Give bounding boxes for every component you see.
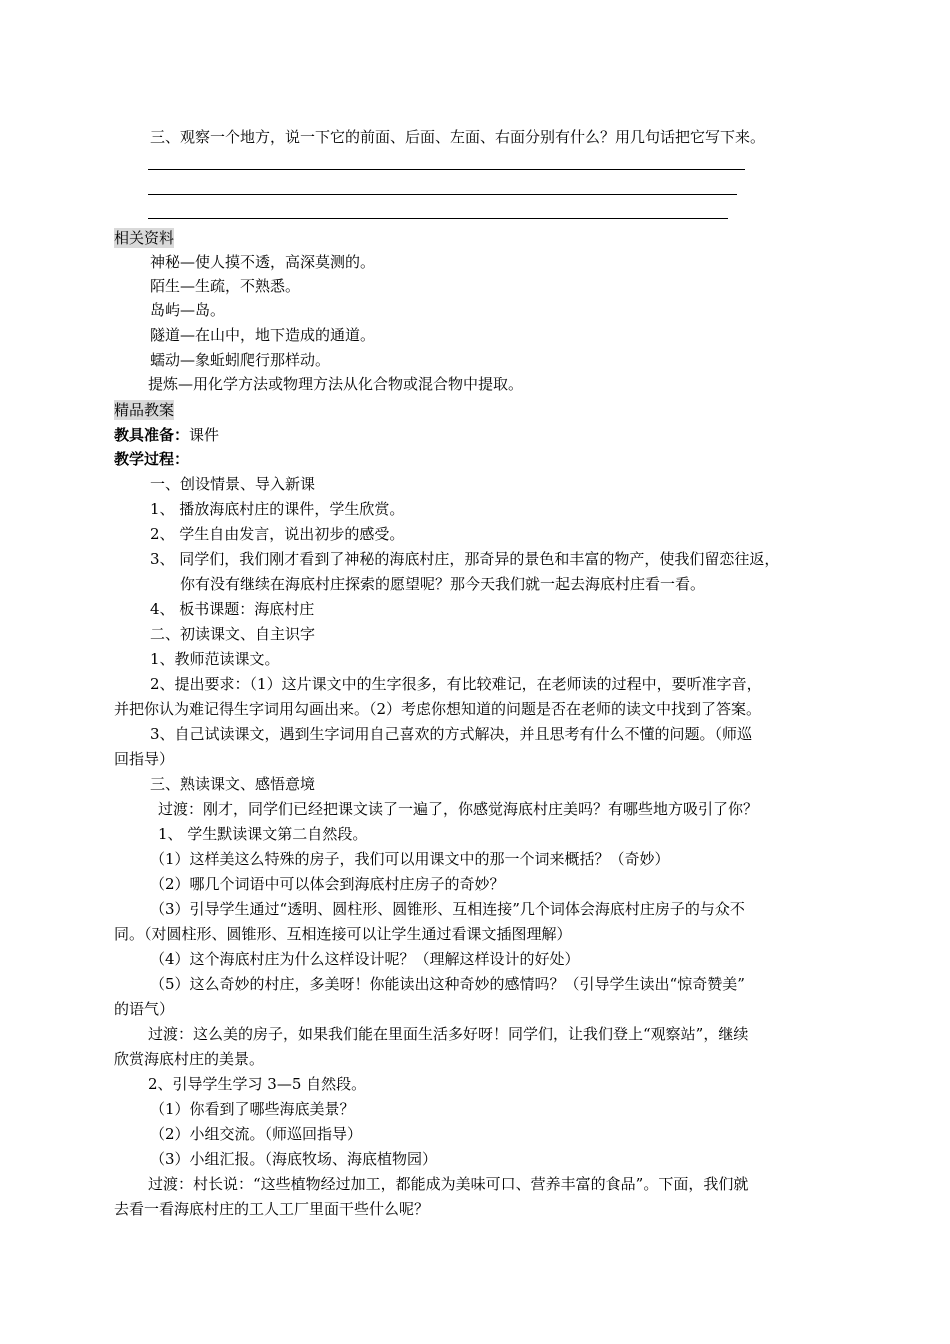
process-step: 4、 板书课题：海底村庄 [150, 600, 315, 618]
process-step: 3、 同学们，我们刚才看到了神秘的海底村庄，那奇异的景色和丰富的物产，使我们留恋往返， [150, 550, 780, 568]
exercise-question-3: 三、观察一个地方，说一下它的前面、后面、左面、右面分别有什么？用几句话把它写下来。 [150, 128, 766, 146]
process-step: 1、 播放海底村庄的课件，学生欣赏。 [150, 500, 405, 518]
process-step: 2、提出要求：（1）这片课文中的生字很多，有比较难记，在老师读的过程中，要听准字音， [150, 675, 762, 693]
process-substep: （3）小组汇报。（海底牧场、海底植物园） [150, 1150, 438, 1168]
transition-text: 过渡：村长说：“这些植物经过加工，都能成为美味可口、营养丰富的食品”。下面，我们就 [148, 1175, 749, 1193]
process-substep: （1）你看到了哪些海底美景？ [150, 1100, 355, 1118]
process-step: 1、 学生默读课文第二自然段。 [158, 825, 368, 843]
resource-item: 陌生—生疏，不熟悉。 [150, 277, 301, 295]
process-step: 1、教师范读课文。 [150, 650, 280, 668]
transition-text-continuation: 去看一看海底村庄的工人工厂里面干些什么呢？ [114, 1200, 430, 1218]
resource-item: 岛屿—岛。 [150, 301, 226, 319]
section-heading: 一、创设情景、导入新课 [150, 475, 316, 493]
resource-item: 提炼—用化学方法或物理方法从化合物或混合物中提取。 [148, 375, 524, 393]
process-step: 2、 学生自由发言，说出初步的感受。 [150, 525, 405, 543]
process-substep: （4）这个海底村庄为什么这样设计呢？（理解这样设计的好处） [150, 950, 580, 968]
section-heading: 三、熟读课文、感悟意境 [150, 775, 316, 793]
section-heading: 二、初读课文、自主识字 [150, 625, 316, 643]
process-substep: （2）哪几个词语中可以体会到海底村庄房子的奇妙？ [150, 875, 505, 893]
resource-item: 神秘—使人摸不透，高深莫测的。 [150, 253, 376, 271]
transition-text-continuation: 欣赏海底村庄的美景。 [114, 1050, 265, 1068]
resource-item: 蠕动—象蚯蚓爬行那样动。 [150, 351, 331, 369]
process-step-continuation: 你有没有继续在海底村庄探索的愿望呢？那今天我们就一起去海底村庄看一看。 [180, 575, 706, 593]
resources-heading: 相关资料 [114, 229, 175, 247]
process-step: 3、自己试读课文，遇到生字词用自己喜欢的方式解决，并且思考有什么不懂的问题。（师巡 [150, 725, 753, 743]
process-substep: （3）引导学生通过“透明、圆柱形、圆锥形、互相连接”几个词体会海底村庄房子的与众不 [150, 900, 745, 918]
transition-text: 过渡：这么美的房子，如果我们能在里面生活多好呀！同学们，让我们登上“观察站”，继续 [148, 1025, 749, 1043]
process-substep: （1）这样美这么特殊的房子，我们可以用课文中的那一个词来概括？（奇妙） [150, 850, 670, 868]
transition-text: 过渡：刚才，同学们已经把课文读了一遍了，你感觉海底村庄美吗？有哪些地方吸引了你？ [158, 800, 759, 818]
process-substep-continuation: 的语气） [114, 1000, 175, 1018]
prep-label: 教具准备： [114, 426, 190, 444]
prep-line [114, 425, 219, 445]
process-label: 教学过程： [114, 450, 190, 468]
answer-line-1 [148, 169, 745, 170]
process-substep-continuation: 同。（对圆柱形、圆锥形、互相连接可以让学生通过看课文插图理解） [114, 925, 572, 943]
lesson-plan-heading: 精品教案 [114, 401, 175, 419]
process-step-continuation: 并把你认为难记得生字词用勾画出来。（2）考虑你想知道的问题是否在老师的读文中找到了答案。 [114, 700, 762, 718]
resource-item: 隧道—在山中，地下造成的通道。 [150, 326, 376, 344]
answer-line-3 [148, 218, 728, 219]
process-substep: （2）小组交流。（师巡回指导） [150, 1125, 363, 1143]
process-substep: （5）这么奇妙的村庄，多美呀！你能读出这种奇妙的感情吗？（引导学生读出“惊奇赞美” [150, 975, 745, 993]
prep-value: 课件 [189, 426, 220, 444]
process-step: 2、引导学生学习 3—5 自然段。 [148, 1075, 367, 1093]
process-step-continuation: 回指导） [114, 750, 175, 768]
answer-line-2 [148, 194, 737, 195]
